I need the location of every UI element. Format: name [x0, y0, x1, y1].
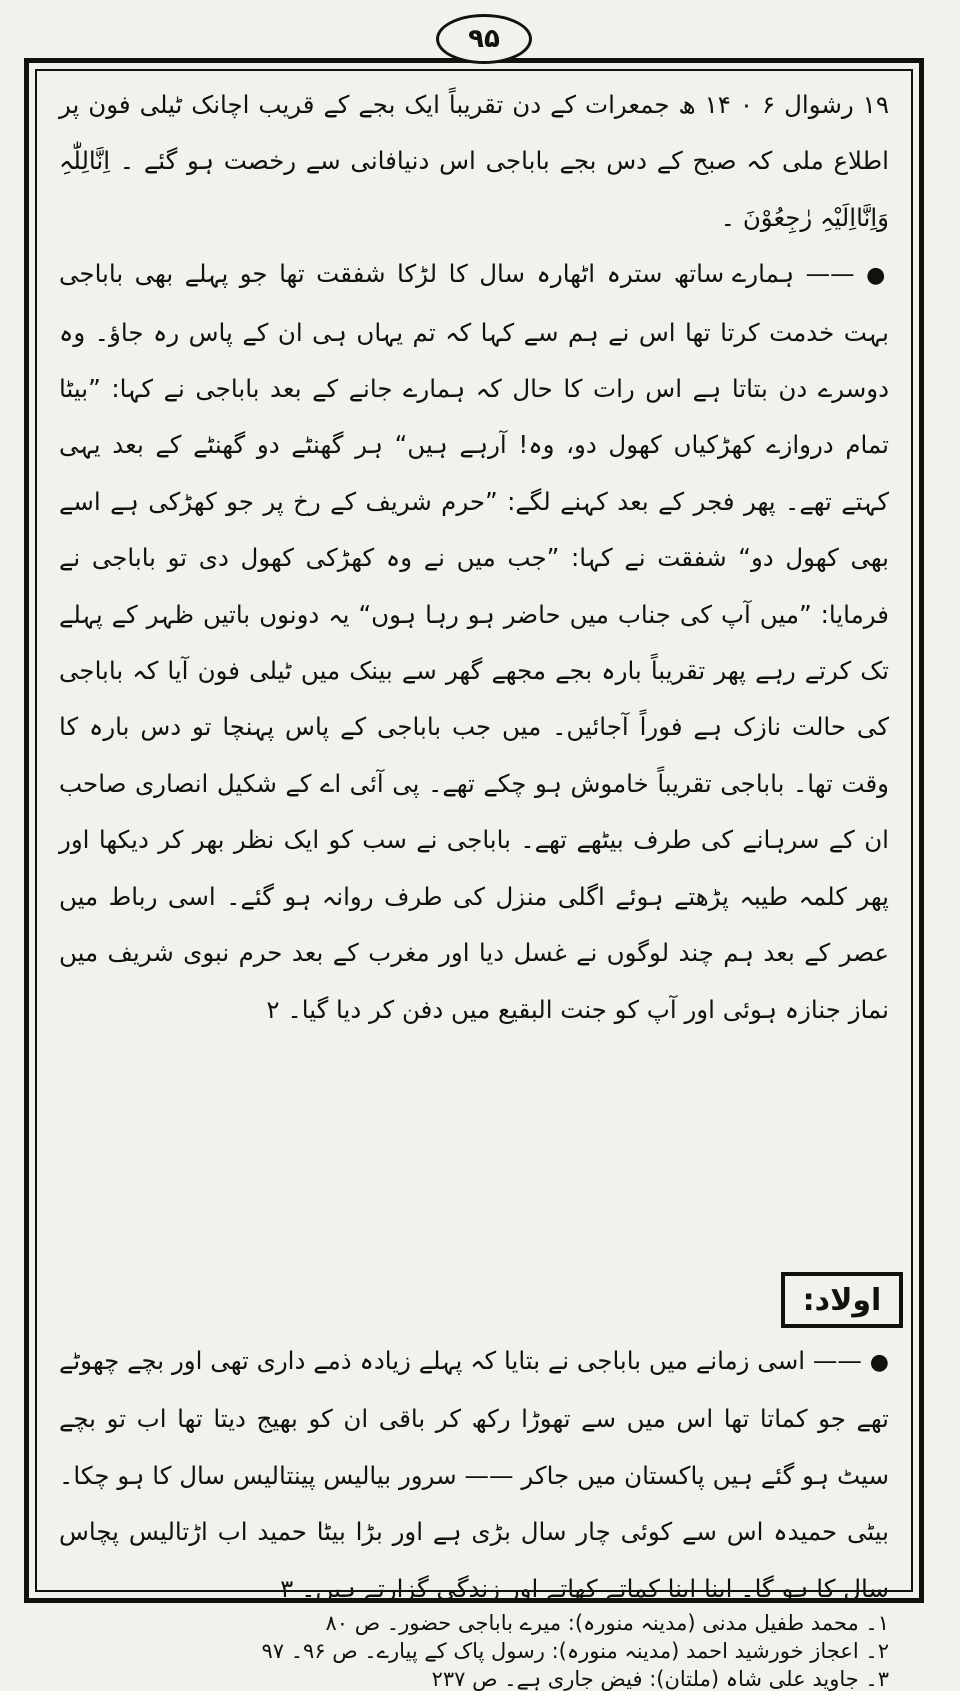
section-text [59, 1333, 889, 1617]
section-heading: اولاد: [781, 1272, 903, 1328]
main-text [59, 77, 889, 1038]
bullet-icon: ● [866, 263, 889, 289]
paragraph-1: ۱۹ رشوال ۶ ۰ ۱۴ ھ جمعرات کے دن تقریباً ایک بجے کے قریب اچانک ٹیلی فون پر اطلاع ملی کہ صبح کے دس بجے باباجی اس دنیافانی سے رخصت ہو گئے ۔ اِنَّالِلّٰہِ وَاِنَّااِلَیْہِ رٰجِعُوْنَ ۔ [59, 90, 889, 232]
page-frame-inner: ۱۹ رشوال ۶ ۰ ۱۴ ھ جمعرات کے دن تقریباً ایک بجے کے قریب اچانک ٹیلی فون پر اطلاع ملی کہ صبح کے دس بجے باباجی اس دنیافانی سے رخصت ہو گئے ۔ اِنَّالِلّٰہِ وَاِنَّااِلَیْہِ رٰجِعُوْنَ ۔ ● —— ہمارے ساتھ سترہ اٹھارہ سال کا لڑکا شفقت تھا جو پہلے بھی باباجی بہت خدمت کرتا تھا اس نے ہم سے کہا کہ تم یہاں ہی ان کے پاس رہ جاؤ۔ وہ دوسرے دن بتاتا ہے اس رات کا حال کہ ہمارے جانے کے بعد باباجی نے کہا: ”بیٹا تمام دروازے کھڑکیاں کھول دو، وہ! آرہے ہیں“ ہر گھنٹے دو گھنٹے کے بعد یہی کہتے تھے۔ پھر فجر کے بعد کہنے لگے: ”حرم شریف کے رخ پر جو کھڑکی ہے اسے بھی کھول دو“ شفقت نے کہا: ”جب میں نے وہ کھڑکی کھول دی تو باباجی نے فرمایا: ”میں آپ کی جناب میں حاضر ہو رہا ہوں“ یہ دونوں باتیں ظہر کے پہلے تک کرتے رہے پھر تقریباً بارہ بجے مجھے گھر سے بینک میں ٹیلی فون آیا کہ باباجی کی حالت نازک ہے فوراً آجائیں۔ میں جب باباجی کے پاس پہنچا تو دس بارہ کا وقت تھا۔ باباجی تقریباً خاموش ہو چکے تھے۔ پی آئی اے کے شکیل انصاری صاحب ان کے سرہانے کی طرف بیٹھے تھے۔ باباجی نے سب کو ایک نظر بھر کر دیکھا اور پھر کلمہ طیبہ پڑھتے ہوئے اگلی منزل کی طرف روانہ ہو گئے۔ اسی رباط میں عصر کے بعد ہم چند لوگوں نے غسل دیا اور مغرب کے بعد حرم نبوی شریف میں نماز جنازہ ہوئی اور آپ کو جنت البقیع میں دفن کر دیا گیا۔ ۲ اولاد: ● —— اسی زمانے میں باباجی نے بتایا کہ پہلے زیادہ ذمے داری تھی اور بچے چھوٹے تھے جو کماتا تھا اس میں سے تھوڑا رکھ کر باقی ان کو بھیج دیتا تھا اب تو بچے سیٹ ہو گئے ہیں پاکستان میں جاکر —— سرور بیالیس پینتالیس سال کا ہو چکا۔ بیٹی حمیدہ اس سے کوئی چار سال بڑی ہے اور بڑا بیٹا حمید اب اڑتالیس پچاس سال کا ہو گا۔ اپنا اپنا کماتے کھاتے اور زندگی گزارتے ہیں۔ ۳ ۱۔ محمد طفیل مدنی (مدینہ منورہ): میرے باباجی حضور۔ ص ۸۰ ۲۔ اعجاز خورشید احمد (مدینہ منورہ): رسول پاک کے پیارے۔ ص ۹۶۔ ۹۷ ۳۔ جاوید علی شاہ (ملتان): فیض جاری ہے۔ ص ۲۳۷ [35, 69, 913, 1592]
paragraph-3-wrap: ● —— اسی زمانے میں باباجی نے بتایا کہ پہلے زیادہ ذمے داری تھی اور بچے چھوٹے تھے جو کماتا تھا اس میں سے تھوڑا رکھ کر باقی ان کو بھیج دیتا تھا اب تو بچے سیٹ ہو گئے ہیں پاکستان میں جاکر —— سرور بیالیس پینتالیس سال کا ہو چکا۔ بیٹی حمیدہ اس سے کوئی چار سال بڑی ہے اور بڑا بیٹا حمید اب اڑتالیس پچاس سال کا ہو گا۔ اپنا اپنا کماتے کھاتے اور زندگی گزارتے ہیں۔ ۳ [59, 1346, 889, 1603]
bullet-icon: ● [869, 1350, 889, 1375]
paragraph-3: اسی زمانے میں باباجی نے بتایا کہ پہلے زیادہ ذمے داری تھی اور بچے چھوٹے تھے جو کماتا تھا اس میں سے تھوڑا رکھ کر باقی ان کو بھیج دیتا تھا اب تو بچے سیٹ ہو گئے ہیں پاکستان میں جاکر —— سرور بیالیس پینتالیس سال کا ہو چکا۔ بیٹی حمیدہ اس سے کوئی چار سال بڑی ہے اور بڑا بیٹا حمید اب اڑتالیس پچاس سال کا ہو گا۔ اپنا اپنا کماتے کھاتے اور زندگی گزارتے ہیں۔ ۳ [59, 1346, 889, 1603]
paragraph-2: ہمارے ساتھ سترہ اٹھارہ سال کا لڑکا شفقت تھا جو پہلے بھی باباجی بہت خدمت کرتا تھا اس نے ہم سے کہا کہ تم یہاں ہی ان کے پاس رہ جاؤ۔ وہ دوسرے دن بتاتا ہے اس رات کا حال کہ ہمارے جانے کے بعد باباجی نے کہا: ”بیٹا تمام دروازے کھڑکیاں کھول دو، وہ! آرہے ہیں“ ہر گھنٹے دو گھنٹے کے بعد یہی کہتے تھے۔ پھر فجر کے بعد کہنے لگے: ”حرم شریف کے رخ پر جو کھڑکی ہے اسے بھی کھول دو“ شفقت نے کہا: ”جب میں نے وہ کھڑکی کھول دی تو باباجی نے فرمایا: ”میں آپ کی جناب میں حاضر ہو رہا ہوں“ یہ دونوں باتیں ظہر کے پہلے تک کرتے رہے پھر تقریباً بارہ بجے مجھے گھر سے بینک میں ٹیلی فون آیا کہ باباجی کی حالت نازک ہے فوراً آجائیں۔ میں جب باباجی کے پاس پہنچا تو دس بارہ کا وقت تھا۔ باباجی تقریباً خاموش ہو چکے تھے۔ پی آئی اے کے شکیل انصاری صاحب ان کے سرہانے کی طرف بیٹھے تھے۔ باباجی نے سب کو ایک نظر بھر کر دیکھا اور پھر کلمہ طیبہ پڑھتے ہوئے اگلی منزل کی طرف روانہ ہو گئے۔ اسی رباط میں عصر کے بعد ہم چند لوگوں نے غسل دیا اور مغرب کے بعد حرم نبوی شریف میں نماز جنازہ ہوئی اور آپ کو جنت البقیع میں دفن کر دیا گیا۔ ۲ [59, 259, 889, 1024]
footnote-divider [37, 1601, 911, 1603]
page-frame [24, 58, 924, 1691]
paragraph-2-wrap: ● —— ہمارے ساتھ سترہ اٹھارہ سال کا لڑکا شفقت تھا جو پہلے بھی باباجی بہت خدمت کرتا تھا اس نے ہم سے کہا کہ تم یہاں ہی ان کے پاس رہ جاؤ۔ وہ دوسرے دن بتاتا ہے اس رات کا حال کہ ہمارے جانے کے بعد باباجی نے کہا: ”بیٹا تمام دروازے کھڑکیاں کھول دو، وہ! آرہے ہیں“ ہر گھنٹے دو گھنٹے کے بعد یہی کہتے تھے۔ پھر فجر کے بعد کہنے لگے: ”حرم شریف کے رخ پر جو کھڑکی ہے اسے بھی کھول دو“ شفقت نے کہا: ”جب میں نے وہ کھڑکی کھول دی تو باباجی نے فرمایا: ”میں آپ کی جناب میں حاضر ہو رہا ہوں“ یہ دونوں باتیں ظہر کے پہلے تک کرتے رہے پھر تقریباً بارہ بجے مجھے گھر سے بینک میں ٹیلی فون آیا کہ باباجی کی حالت نازک ہے فوراً آجائیں۔ میں جب باباجی کے پاس پہنچا تو دس بارہ کا وقت تھا۔ باباجی تقریباً خاموش ہو چکے تھے۔ پی آئی اے کے شکیل انصاری صاحب ان کے سرہانے کی طرف بیٹھے تھے۔ باباجی نے سب کو ایک نظر بھر کر دیکھا اور پھر کلمہ طیبہ پڑھتے ہوئے اگلی منزل کی طرف روانہ ہو گئے۔ اسی رباط میں عصر کے بعد ہم چند لوگوں نے غسل دیا اور مغرب کے بعد حرم نبوی شریف میں نماز جنازہ ہوئی اور آپ کو جنت البقیع میں دفن کر دیا گیا۔ ۲ [59, 259, 889, 1024]
page-number: ۹۵ [436, 14, 532, 64]
